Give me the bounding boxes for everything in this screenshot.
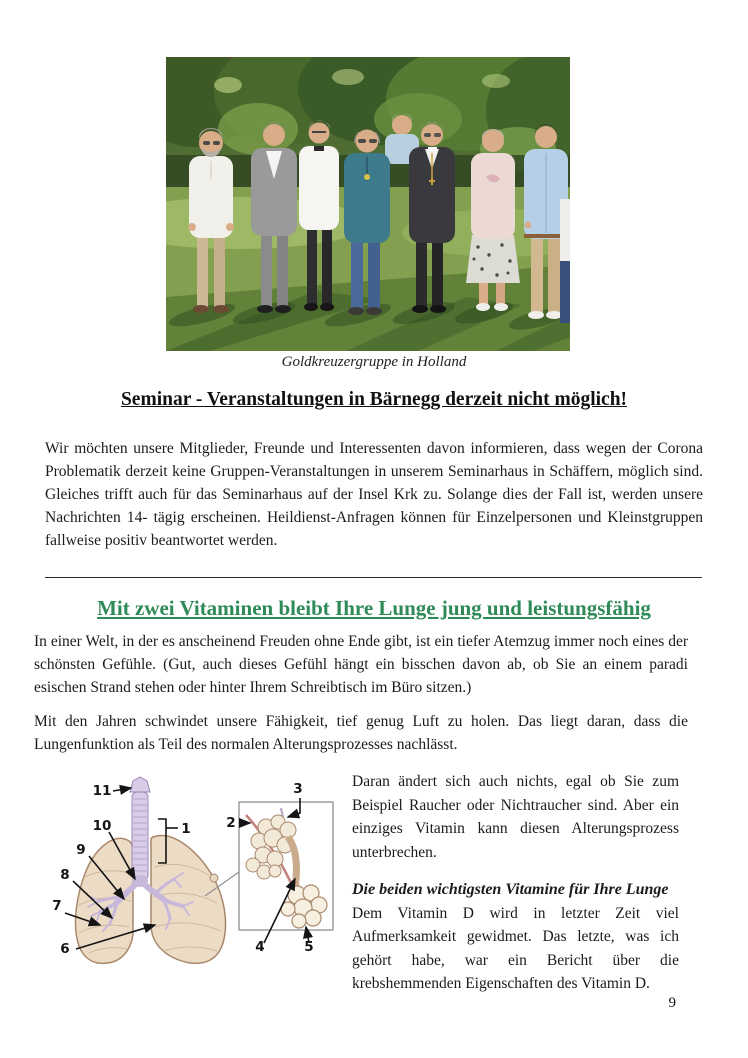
diagram-label-4: 4 [255, 939, 265, 955]
vitamin-column [352, 770, 679, 996]
diagram-label-8: 8 [60, 867, 70, 883]
diagram-label-5: 5 [304, 939, 314, 955]
diagram-label-2: 2 [226, 815, 236, 831]
diagram-label-3: 3 [293, 781, 303, 797]
lung-diagram [45, 775, 337, 967]
person-partial [560, 199, 570, 323]
diagram-label-11: 11 [92, 783, 112, 799]
seminar-paragraph: Wir möchten unsere Mitglieder, Freunde und Interessenten davon informieren, dass wegen der Corona Problematik derzeit keine Gruppen-Veranstaltungen in unserem Seminarhaus in Schäffern, möglich sind. Gleiches trifft auch für das Seminarhaus auf der Insel Krk zu. Solange dies der Fall ist, werden unsere Nachrichten 14- tägig erscheinen. Heildienst-Anfragen können für Einzelpersonen und Kleinstgruppen fallweise positiv beantwortet werden. [45, 440, 703, 549]
diagram-label-9: 9 [76, 842, 86, 858]
diagram-label-10: 10 [92, 818, 112, 834]
vitamin-intro-paragraph: In einer Welt, in der es anscheinend Freuden ohne Ende gibt, ist ein tiefer Atemzug immer noch eines der schönsten Gefühle. (Gut, auch dieses Gefühl hängt ein bisschen davon ab, ob Sie an einem paradi esischen Strand stehen oder hinter Ihrem Schreibtisch im Büro sitzen.) [34, 633, 688, 696]
diagram-label-6: 6 [60, 941, 70, 957]
vitamin-aging-paragraph: Mit den Jahren schwindet unsere Fähigkeit, tief genug Luft zu holen. Das liegt daran, dass die Lungenfunktion als Teil des normalen Alterungsprozesses nachlässt. [34, 713, 688, 753]
vitamin-subheading: Die beiden wichtigsten Vitamine für Ihre Lunge [352, 881, 669, 898]
trachea [130, 777, 150, 880]
vitamin-heading: Mit zwei Vitaminen bleibt Ihre Lunge jung und leistungsfähig [97, 596, 651, 620]
vitamin-d-paragraph: Dem Vitamin D wird in letzter Zeit viel Aufmerksamkeit gewidmet. Das letzte, was ich gehört habe, war ein Bericht über die krebshemmenden Eigenschaften des Vitamin D. [352, 904, 679, 992]
lungs [75, 836, 225, 964]
group-photo [166, 57, 570, 351]
page-number: 9 [668, 995, 676, 1011]
group-photo-illustration [166, 57, 570, 351]
diagram-label-7: 7 [52, 898, 62, 914]
seminar-heading: Seminar - Veranstaltungen in Bärnegg derzeit nicht möglich! [120, 389, 628, 410]
vitamin-daran-paragraph: Daran ändert sich auch nichts, egal ob Sie zum Beispiel Raucher oder Nichtraucher sind. Aber ein einziges Vitamin kann diesen Alterungsprozess unterbrechen. [352, 773, 679, 861]
photo-caption: Goldkreuzergruppe in Holland [281, 354, 467, 370]
diagram-label-1: 1 [181, 821, 191, 837]
section-divider [45, 577, 702, 578]
lung-diagram-illustration [45, 775, 337, 967]
